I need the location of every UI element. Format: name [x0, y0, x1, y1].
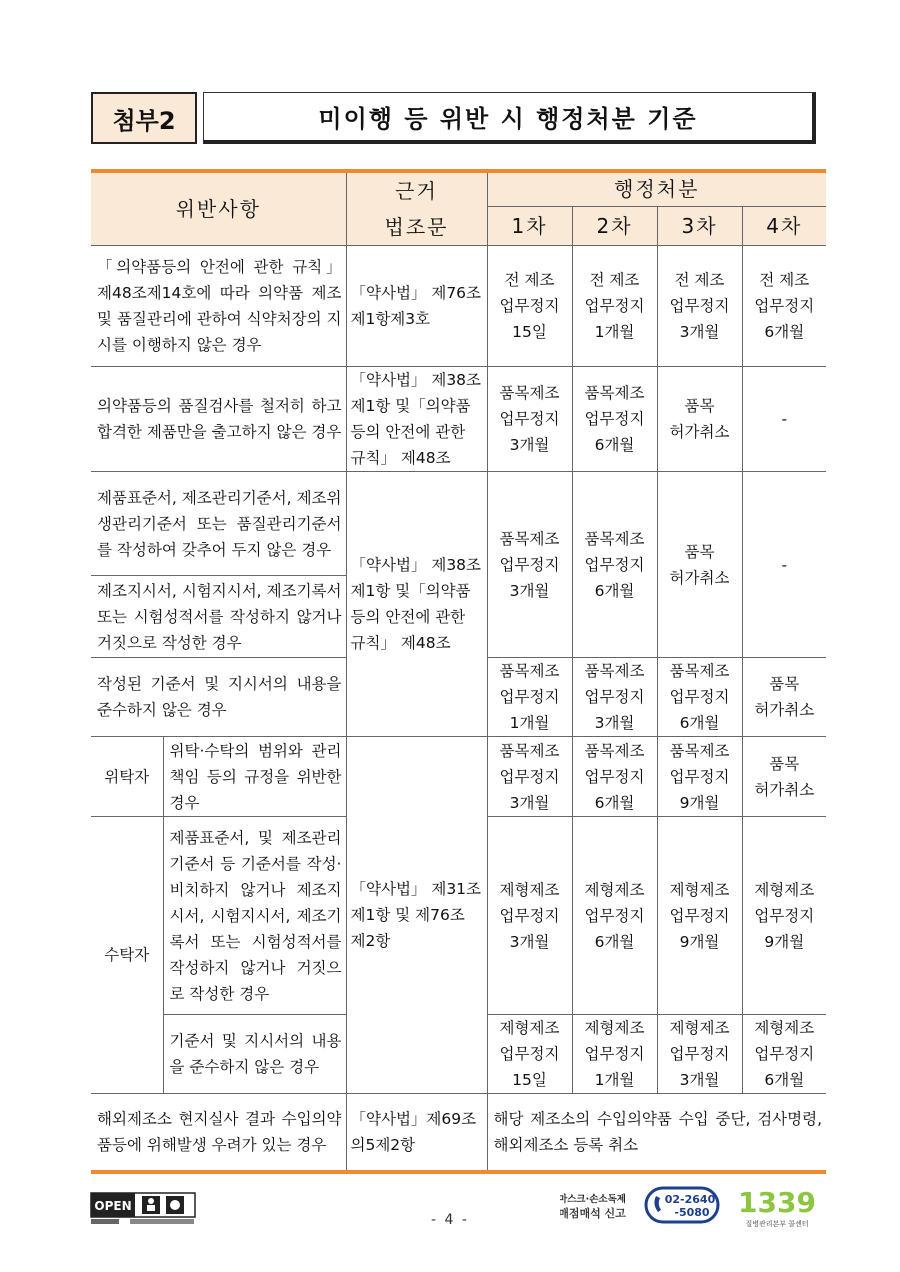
- law-cell: 「약사법」 제76조 제1항제3호: [346, 246, 487, 367]
- penalty-3: 품목 허가취소: [657, 367, 742, 472]
- penalty-2: 제형제조 업무정지 6개월: [572, 817, 657, 1015]
- penalty-3: 전 제조 업무정지 3개월: [657, 246, 742, 367]
- header-violation: 위반사항: [91, 171, 346, 246]
- header-row-1: [91, 171, 826, 206]
- penalty-4: 전 제조 업무정지 6개월: [742, 246, 826, 367]
- penalty-2: 품목제조 업무정지 6개월: [572, 737, 657, 817]
- report-phone1: 02-2640: [664, 1193, 716, 1206]
- penalty-3: 품목제조 업무정지 9개월: [657, 737, 742, 817]
- penalty-4: 제형제조 업무정지 6개월: [742, 1015, 826, 1094]
- header-round-4: 4차: [742, 206, 826, 245]
- party-cell: 수탁자: [91, 817, 163, 1094]
- kcdc-1339-logo: [735, 1184, 820, 1230]
- table-row: [91, 246, 826, 367]
- penalty-4: 제형제조 업무정지 9개월: [742, 817, 826, 1015]
- penalty-table: [91, 169, 826, 1174]
- hoarding-report-logo: [560, 1186, 720, 1226]
- violation-cell: 제품표준서, 및 제조관리기준서 등 기준서를 작성·비치하지 않거나 제조지시서, 시험지시서, 제조기록서 또는 시험성적서를 작성하지 않거나 거짓으로 작성한 경우: [163, 817, 346, 1015]
- penalty-4: -: [742, 367, 826, 472]
- party-cell: 위탁자: [91, 737, 163, 817]
- penalty-4: 품목 허가취소: [742, 658, 826, 737]
- penalty-2: 제형제조 업무정지 1개월: [572, 1015, 657, 1094]
- violation-cell: 의약품등의 품질검사를 철저히 하고 합격한 제품만을 출고하지 않은 경우: [91, 367, 346, 472]
- header-basis: 근거 법조문: [346, 171, 487, 246]
- violation-cell: 제품표준서, 제조관리기준서, 제조위생관리기준서 또는 품질관리기준서를 작성하여 갖추어 두지 않은 경우: [91, 472, 346, 576]
- penalty-1: 품목제조 업무정지 1개월: [487, 658, 572, 737]
- penalty-4: 품목 허가취소: [742, 737, 826, 817]
- table-row: [91, 472, 826, 576]
- penalty-3: 제형제조 업무정지 3개월: [657, 1015, 742, 1094]
- penalty-1: 전 제조 업무정지 15일: [487, 246, 572, 367]
- hotline-number: 1339: [738, 1186, 816, 1219]
- penalty-1: 품목제조 업무정지 3개월: [487, 472, 572, 658]
- law-cell: 「약사법」 제38조 제1항 및「의약품등의 안전에 관한 규칙」 제48조: [346, 367, 487, 472]
- penalty-1: 품목제조 업무정지 3개월: [487, 737, 572, 817]
- report-phone2: -5080: [674, 1206, 710, 1219]
- table-row: [91, 1094, 826, 1172]
- penalty-3: 품목제조 업무정지 6개월: [657, 658, 742, 737]
- table-row: [91, 737, 826, 817]
- penalty-1: 제형제조 업무정지 15일: [487, 1015, 572, 1094]
- penalty-1: 품목제조 업무정지 3개월: [487, 367, 572, 472]
- penalty-2: 품목제조 업무정지 3개월: [572, 658, 657, 737]
- law-cell: 「약사법」 제38조 제1항 및「의약품등의 안전에 관한 규칙」 제48조: [346, 472, 487, 737]
- page-number: - 4 -: [431, 1212, 469, 1228]
- penalty-2: 품목제조 업무정지 6개월: [572, 472, 657, 658]
- header-round-3: 3차: [657, 206, 742, 245]
- header-action: 행정처분: [487, 171, 826, 206]
- penalty-3: 제형제조 업무정지 9개월: [657, 817, 742, 1015]
- law-cell: 「약사법」제69조의5제2항: [346, 1094, 487, 1172]
- penalty-2: 전 제조 업무정지 1개월: [572, 246, 657, 367]
- action-cell: 해당 제조소의 수입의약품 수입 중단, 검사명령, 해외제조소 등록 취소: [487, 1094, 826, 1172]
- attachment-badge: 첨부2: [91, 92, 197, 144]
- table-row: [91, 367, 826, 472]
- law-cell: 「약사법」 제31조 제1항 및 제76조 제2항: [346, 737, 487, 1094]
- penalty-3: 품목 허가취소: [657, 472, 742, 658]
- hotline-caption: 질병관리본부 콜센터: [745, 1220, 809, 1228]
- page-title: 미이행 등 위반 시 행정처분 기준: [203, 92, 816, 144]
- page-header: [91, 92, 816, 144]
- violation-cell: 기준서 및 지시서의 내용을 준수하지 않은 경우: [163, 1015, 346, 1094]
- violation-cell: 제조지시서, 시험지시서, 제조기록서 또는 시험성적서를 작성하지 않거나 거짓으로 작성한 경우: [91, 576, 346, 658]
- header-round-1: 1차: [487, 206, 572, 245]
- penalty-1: 제형제조 업무정지 3개월: [487, 817, 572, 1015]
- violation-cell: 해외제조소 현지실사 결과 수입의약품등에 위해발생 우려가 있는 경우: [91, 1094, 346, 1172]
- open-logo-text: OPEN: [94, 1199, 132, 1213]
- header-round-2: 2차: [572, 206, 657, 245]
- penalty-2: 품목제조 업무정지 6개월: [572, 367, 657, 472]
- penalty-4: -: [742, 472, 826, 658]
- violation-cell: 「의약품등의 안전에 관한 규칙」 제48조제14호에 따라 의약품 제조 및 품질관리에 관하여 식약처장의 지시를 이행하지 않은 경우: [91, 246, 346, 367]
- violation-cell: 위탁·수탁의 범위와 관리책임 등의 규정을 위반한 경우: [163, 737, 346, 817]
- report-logo-line2: 매점매석 신고: [560, 1207, 626, 1220]
- report-logo-line1: 마스크·손소독제: [560, 1194, 626, 1205]
- violation-cell: 작성된 기준서 및 지시서의 내용을 준수하지 않은 경우: [91, 658, 346, 737]
